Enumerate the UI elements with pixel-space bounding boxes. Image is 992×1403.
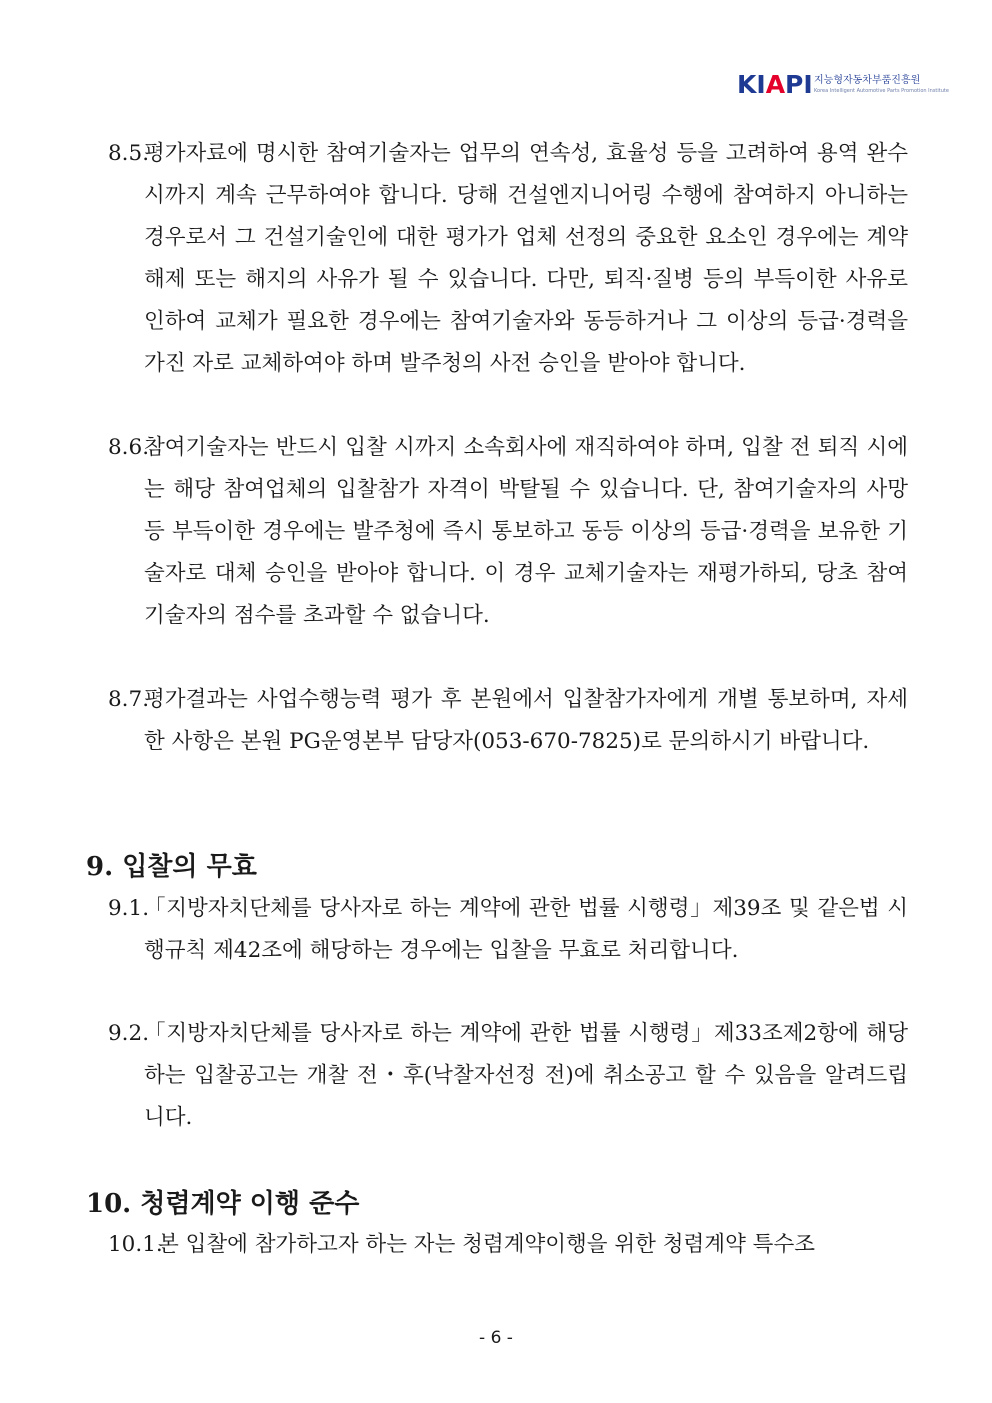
section-heading-10: 10. 청렴계약 이행 준수: [86, 1189, 360, 1219]
clause-text: 평가결과는 사업수행능력 평가 후 본원에서 입찰참가자에게 개별 통보하며, 자세한 사항은 본원 PG운영본부 담당자(053-670-7825)로 문의하시기 바랍니다.: [144, 687, 908, 754]
clause-8-5: [108, 133, 908, 385]
clause-number: 9.1.: [108, 896, 150, 921]
clause-number: 9.2.: [108, 1021, 150, 1046]
clause-text: 참여기술자는 반드시 입찰 시까지 소속회사에 재직하여야 하며, 입찰 전 퇴직 시에는 해당 참여업체의 입찰참가 자격이 박탈될 수 있습니다. 단, 참여기술자의 사망 등 부득이한 경우에는 발주청에 즉시 통보하고 동등 이상의 등급·경력을 보유한 기술자로 대체 승인을 받아야 합니다. 이 경우 교체기술자는 재평가하되, 당초 참여기술자의 점수를 초과할 수 없습니다.: [144, 435, 908, 628]
logo-mark: [737, 70, 813, 100]
clause-number: 8.5.: [108, 141, 150, 166]
logo-text-accent: A: [765, 70, 786, 99]
org-logo: [737, 70, 949, 100]
org-name-en: Korea Intelligent Automotive Parts Promotion Institute: [814, 88, 949, 94]
logo-text-end: PI: [785, 70, 813, 99]
clause-8-6: [108, 427, 908, 637]
page-number: - 6 -: [479, 1328, 513, 1348]
clause-10-1: [108, 1224, 908, 1266]
clause-text: 평가자료에 명시한 참여기술자는 업무의 연속성, 효율성 등을 고려하여 용역 완수 시까지 계속 근무하여야 합니다. 당해 건설엔지니어링 수행에 참여하지 아니하는 경우로서 그 건설기술인에 대한 평가가 업체 선정의 중요한 요소인 경우에는 계약해제 또는 해지의 사유가 될 수 있습니다. 다만, 퇴직·질병 등의 부득이한 사유로 인하여 교체가 필요한 경우에는 참여기술자와 동등하거나 그 이상의 등급·경력을 가진 자로 교체하여야 하며 발주청의 사전 승인을 받아야 합니다.: [144, 141, 908, 376]
clause-8-7: [108, 679, 908, 763]
clause-number: 10.1.: [108, 1232, 163, 1257]
clause-number: 8.7.: [108, 687, 150, 712]
clause-9-2: [108, 1013, 908, 1139]
clause-9-1: [108, 888, 908, 972]
clause-text: 「지방자치단체를 당사자로 하는 계약에 관한 법률 시행령」제33조제2항에 해당하는 입찰공고는 개찰 전・후(낙찰자선정 전)에 취소공고 할 수 있음을 알려드립니다.: [144, 1021, 908, 1130]
clause-text: 「지방자치단체를 당사자로 하는 계약에 관한 법률 시행령」제39조 및 같은법 시행규칙 제42조에 해당하는 경우에는 입찰을 무효로 처리합니다.: [144, 896, 908, 963]
org-name-ko: 지능형자동차부품진흥원: [814, 75, 921, 86]
clause-text: 본 입찰에 참가하고자 하는 자는 청렴계약이행을 위한 청렴계약 특수조: [158, 1232, 815, 1257]
clause-number: 8.6.: [108, 435, 150, 460]
section-heading-9: 9. 입찰의 무효: [86, 852, 257, 882]
logo-text-main: KI: [737, 70, 766, 99]
